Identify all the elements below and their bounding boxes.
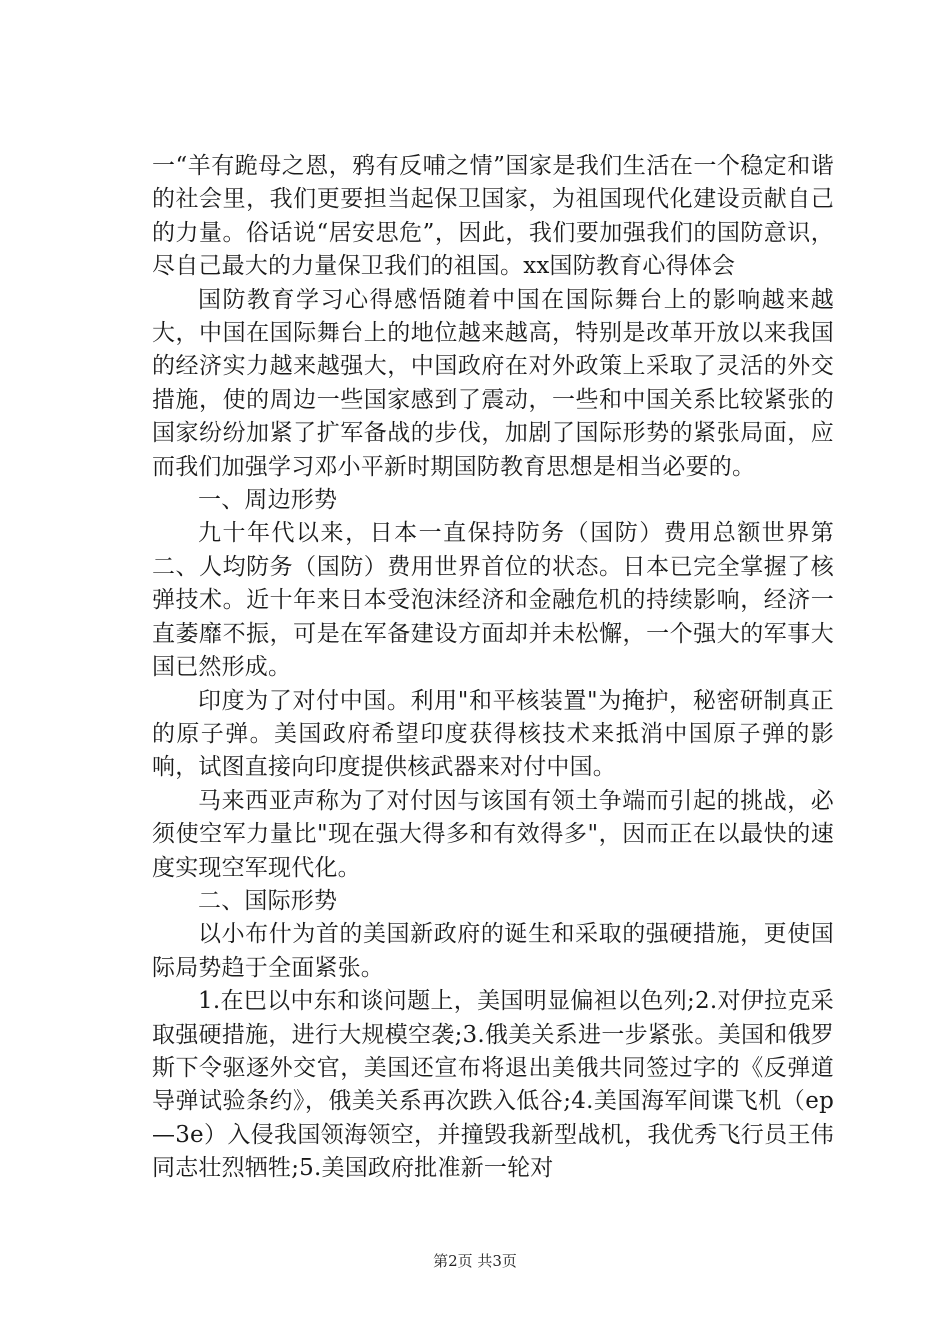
paragraph-india: 印度为了对付中国。利用"和平核装置"为掩护，秘密研制真正的原子弹。美国政府希望印度获得核技术来抵消中国原子弹的影响，试图直接向印度提供核武器来对付中国。: [152, 687, 834, 781]
paragraph-intro: 一“羊有跪母之恩，鸦有反哺之情”国家是我们生活在一个稳定和谐的社会里，我们更要担当起保卫国家，为祖国现代化建设贡献自己的力量。俗话说“居安思危”，因此，我们要加强我们的国防意识，尽自己最大的力量保卫我们的祖国。xx国防教育心得体会: [152, 153, 834, 280]
paragraph-numbered-events: 1.在巴以中东和谈问题上，美国明显偏袒以色列;2.对伊拉克采取强硬措施，进行大规模空袭;3.俄美关系进一步紧张。美国和俄罗斯下令驱逐外交官，美国还宣布将退出美俄共同签过字的《反弹道导弹试验条约》，俄美关系再次跌入低谷;4.美国海军间谍飞机（ep—3e）入侵我国领海领空，并撞毁我新型战机，我优秀飞行员王伟同志壮烈牺牲;5.美国政府批准新一轮对: [152, 988, 834, 1182]
paragraph-japan: 九十年代以来，日本一直保持防务（国防）费用总额世界第二、人均防务（国防）费用世界首位的状态。日本已完全掌握了核弹技术。近十年来日本受泡沫经济和金融危机的持续影响，经济一直萎靡不振，可是在军备建设方面却并未松懈，一个强大的军事大国已然形成。: [152, 520, 834, 681]
paragraph-malaysia: 马来西亚声称为了对付因与该国有领土争端而引起的挑战，必须使空军力量比"现在强大得多和有效得多"，因而正在以最快的速度实现空军现代化。: [152, 787, 834, 881]
paragraph-study-reflection: 国防教育学习心得感悟随着中国在国际舞台上的影响越来越大，中国在国际舞台上的地位越来越高，特别是改革开放以来我国的经济实力越来越强大，中国政府在对外政策上采取了灵活的外交措施，使的周边一些国家感到了震动，一些和中国关系比较紧张的国家纷纷加紧了扩军备战的步伐，加剧了国际形势的紧张局面，应而我们加强学习邓小平新时期国防教育思想是相当必要的。: [152, 286, 834, 480]
page-number-footer: 第2页 共3页: [433, 1252, 517, 1270]
section-heading-international: 二、国际形势: [198, 887, 338, 914]
paragraph-us-government: 以小布什为首的美国新政府的诞生和采取的强硬措施，更使国际局势趋于全面紧张。: [152, 921, 834, 981]
document-body: [152, 150, 834, 1186]
section-heading-surroundings: 一、周边形势: [198, 487, 338, 514]
